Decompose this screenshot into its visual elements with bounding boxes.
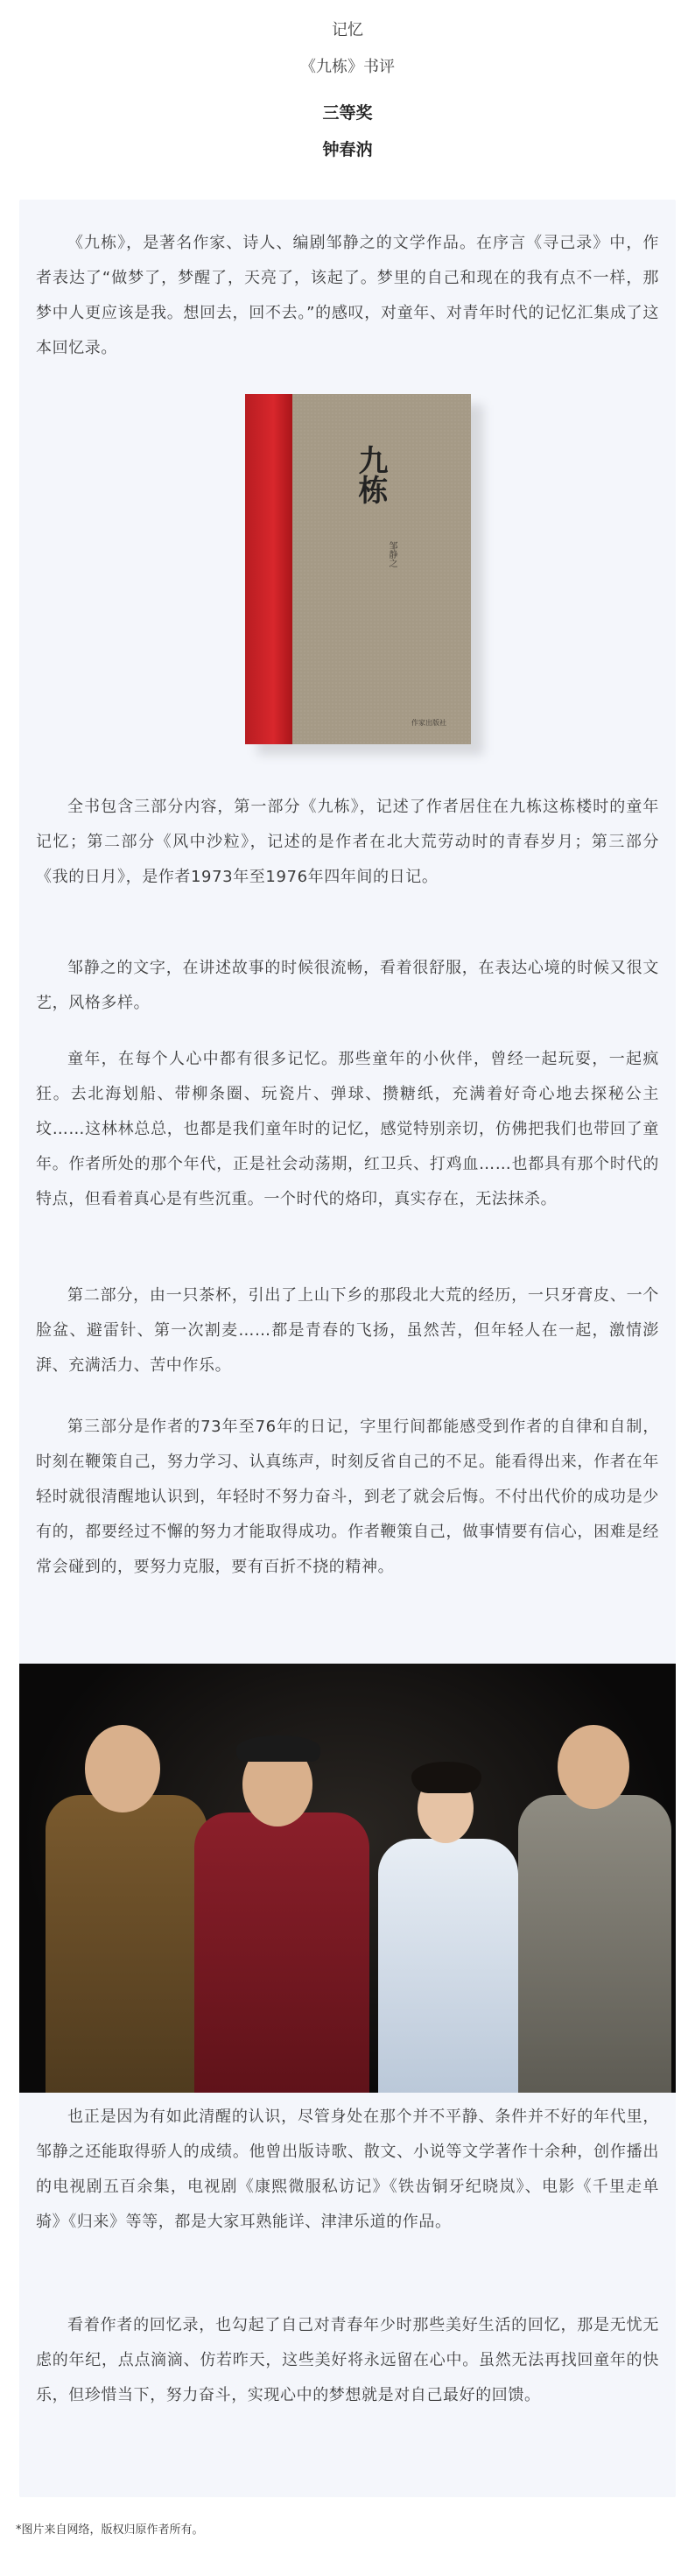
paragraph-5: 第二部分，由一只茶杯，引出了上山下乡的那段北大荒的经历，一只牙膏皮、一个脸盆、避雷针、第一次割麦……都是青春的飞扬，虽然苦，但年轻人在一起，激情澎湃、充满活力、苦中作乐。 <box>36 1286 659 1375</box>
book-cover-publisher: 作家出版社 <box>411 719 446 727</box>
paragraph-7: 也正是因为有如此清醒的认识，尽管身处在那个并不平静、条件并不好的年代里，邹静之还能取得骄人的成绩。他曾出版诗歌、散文、小说等文学著作十余种，创作播出的电视剧五百余集，电视剧《康熙微服私访记》《铁齿铜牙纪晓岚》、电影《千里走单骑》《归来》等等，都是大家耳熟能详、津津乐道的作品。 <box>36 2108 659 2231</box>
article-subtitle: 《九栋》书评 <box>300 58 395 76</box>
paragraph-3: 邹静之的文字，在讲述故事的时候很流畅，看着很舒服，在表达心境的时候又很文艺，风格多样。 <box>36 959 659 1012</box>
image-credit-caption: *图片来自网络，版权归原作者所有。 <box>16 2523 204 2537</box>
paragraph-6: 第三部分是作者的73年至76年的日记，字里行间都能感受到作者的自律和自制，时刻在鞭策自己，努力学习、认真练声，时刻反省自己的不足。能看得出来，作者在年轻时就很清醒地认识到，年轻时不努力奋斗，到老了就会后悔。不付出代价的成功是少有的，都要经过不懈的努力才能取得成功。作者鞭策自己，做事情要有信心，困难是经常会碰到的，要努力克服，要有百折不挠的精神。 <box>36 1418 659 1576</box>
drama-photo <box>19 1664 676 2093</box>
book-cover-title: 九栋 <box>353 445 388 504</box>
book-cover-author: 邹静之 <box>387 541 397 567</box>
book-spine <box>245 394 292 744</box>
book-cover-image <box>245 394 481 751</box>
paragraph-4: 童年，在每个人心中都有很多记忆。那些童年的小伙伴，曾经一起玩耍，一起疯狂。去北海划船、带柳条圈、玩瓷片、弹球、攒糖纸，充满着好奇心地去探秘公主坟……这林林总总，也都是我们童年时的记忆，感觉特别亲切，仿佛把我们也带回了童年。作者所处的那个年代，正是社会动荡期，红卫兵、打鸡血……也都具有那个时代的特点，但看着真心是有些沉重。一个时代的烙印，真实存在，无法抹杀。 <box>36 1050 659 1208</box>
paragraph-2: 全书包含三部分内容，第一部分《九栋》，记述了作者居住在九栋这栋楼时的童年记忆；第二部分《风中沙粒》，记述的是作者在北大荒劳动时的青春岁月；第三部分《我的日月》，是作者1973年至1976年四年间的日记。 <box>36 798 659 886</box>
article-title: 记忆 <box>332 21 363 39</box>
article-body <box>19 200 676 2497</box>
article-header <box>0 0 695 163</box>
paragraph-8: 看着作者的回忆录，也勾起了自己对青春年少时那些美好生活的回忆，那是无忧无虑的年纪，点点滴滴、仿若昨天，这些美好将永远留在心中。虽然无法再找回童年的快乐，但珍惜当下，努力奋斗，实现心中的梦想就是对自己最好的回馈。 <box>36 2316 659 2404</box>
paragraph-1: 《九栋》，是著名作家、诗人、编剧邹静之的文学作品。在序言《寻己录》中，作者表达了“做梦了，梦醒了，天亮了，该起了。梦里的自己和现在的我有点不一样，那梦中人更应该是我。想回去，回不去。”的感叹，对童年、对青年时代的记忆汇集成了这本回忆录。 <box>36 234 659 357</box>
author-name: 钟春汭 <box>322 140 373 159</box>
award-label: 三等奖 <box>322 103 373 123</box>
